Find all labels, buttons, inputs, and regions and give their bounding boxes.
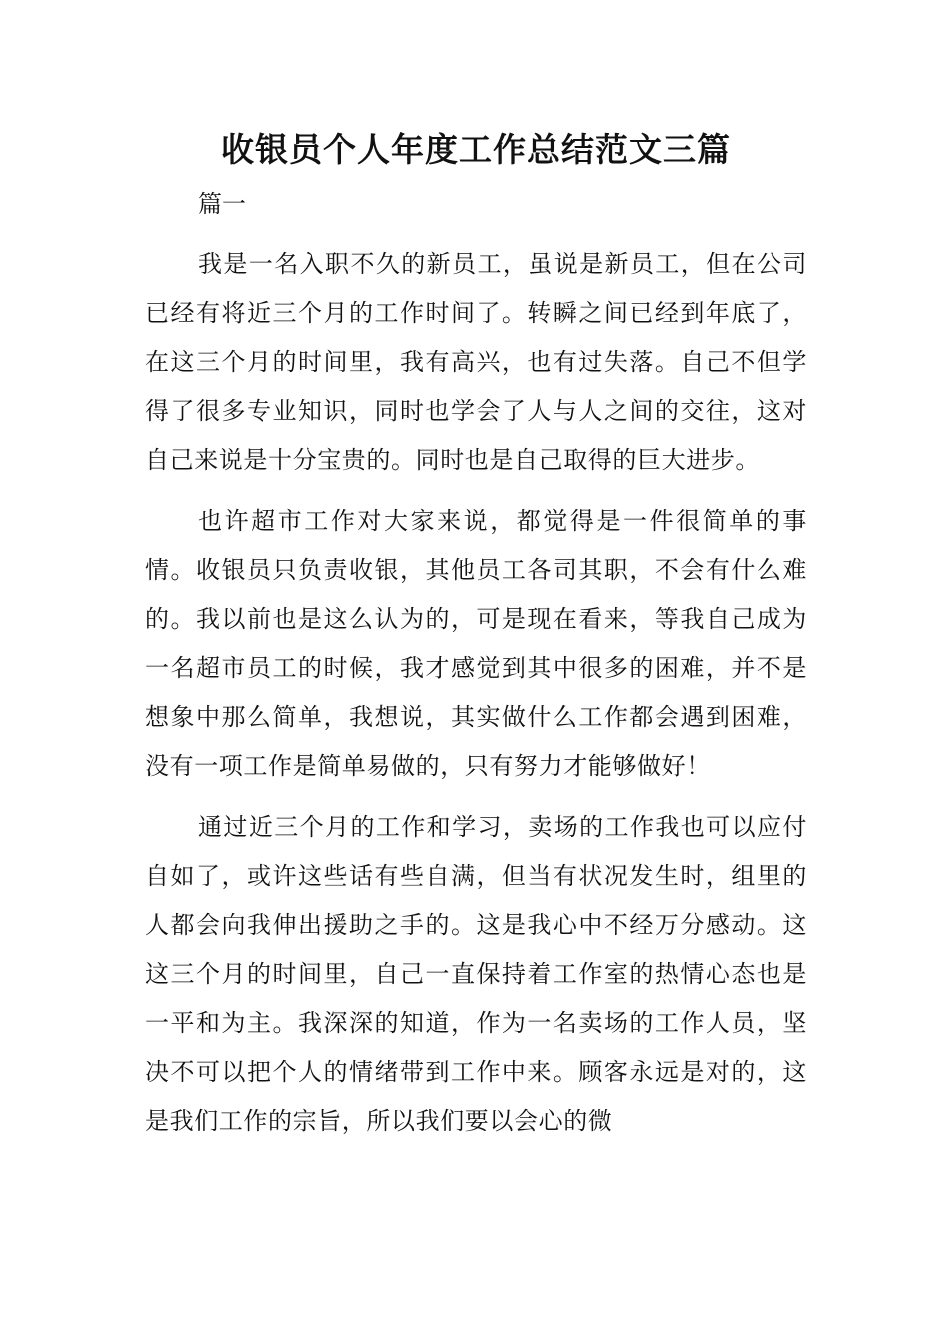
- document-page: [145, 120, 807, 1146]
- document-title: 收银员个人年度工作总结范文三篇: [221, 130, 731, 169]
- section-heading: 篇一: [198, 190, 246, 218]
- paragraph-1: 我是一名入职不久的新员工，虽说是新员工，但在公司已经有将近三个月的工作时间了。转瞬之间已经到年底了，在这三个月的时间里，我有高兴，也有过失落。自己不但学得了很多专业知识，同时也学会了人与人之间的交往，这对自己来说是十分宝贵的。同时也是自己取得的巨大进步。: [145, 250, 807, 474]
- paragraph-2: 也许超市工作对大家来说，都觉得是一件很简单的事情。收银员只负责收银，其他员工各司其职，不会有什么难的。我以前也是这么认为的，可是现在看来，等我自己成为一名超市员工的时候，我才感觉到其中很多的困难，并不是想象中那么简单，我想说，其实做什么工作都会遇到困难，没有一项工作是简单易做的，只有努力才能够做好！: [145, 507, 807, 780]
- paragraph-3: 通过近三个月的工作和学习，卖场的工作我也可以应付自如了，或许这些话有些自满，但当有状况发生时，组里的人都会向我伸出援助之手的。这是我心中不经万分感动。这这三个月的时间里，自己一直保持着工作室的热情心态也是一平和为主。我深深的知道，作为一名卖场的工作人员，坚决不可以把个人的情绪带到工作中来。顾客永远是对的，这是我们工作的宗旨，所以我们要以会心的微: [145, 813, 807, 1135]
